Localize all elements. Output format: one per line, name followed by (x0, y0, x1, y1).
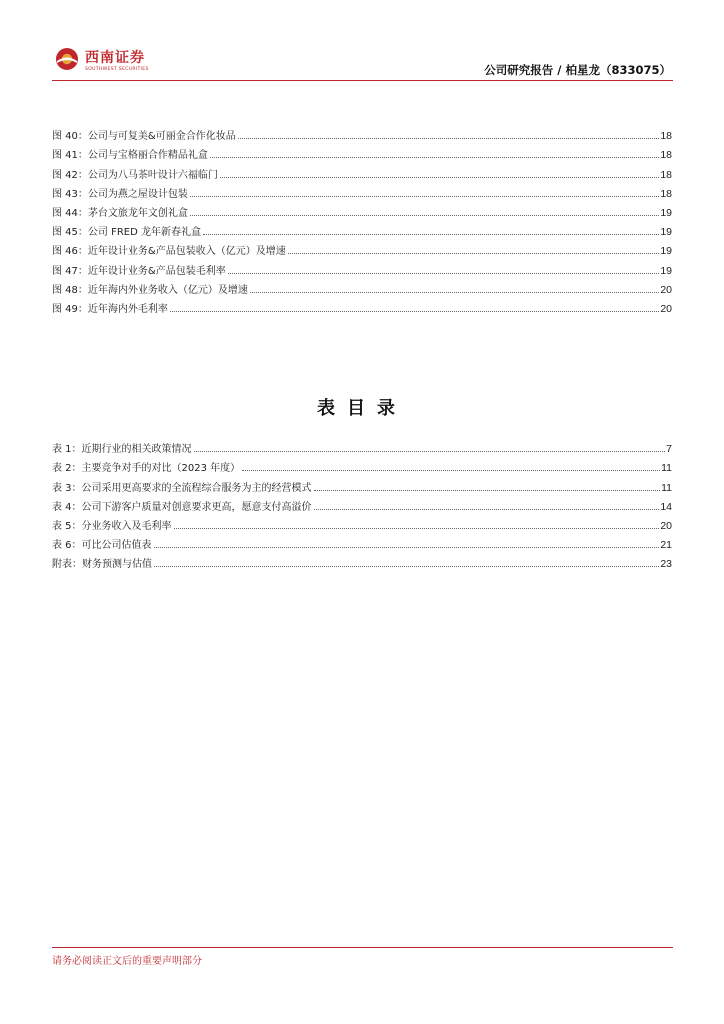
toc-entry-label: 表 3：公司采用更高要求的全流程综合服务为主的经营模式 (52, 482, 312, 494)
report-title: 公司研究报告 / 柏星龙（833075） (484, 63, 671, 77)
header-divider (52, 80, 673, 81)
toc-entry-label: 表 6：可比公司估值表 (52, 540, 152, 552)
toc-entry-label: 图 45：公司 FRED 龙年新春礼盒 (52, 227, 201, 239)
toc-entry[interactable] (52, 277, 672, 296)
dot-leader (288, 253, 660, 254)
toc-entry-page: 11 (661, 481, 672, 494)
toc-entry-label: 表 4：公司下游客户质量对创意要求更高，愿意支付高溢价 (52, 501, 312, 513)
dot-leader (314, 509, 660, 510)
logo-sun-icon (55, 47, 79, 71)
toc-entry[interactable] (52, 181, 672, 200)
toc-entry[interactable] (52, 455, 672, 474)
toc-entry-label: 表 1：近期行业的相关政策情况 (52, 444, 192, 456)
toc-entry-label: 图 42：公司为八马茶叶设计六福临门 (52, 169, 218, 181)
toc-entry-label: 图 40：公司与可复美&可丽金合作化妆品 (52, 131, 236, 143)
toc-entry-label: 表 5：分业务收入及毛利率 (52, 520, 172, 532)
toc-entry-label: 图 48：近年海内外业务收入（亿元）及增速 (52, 284, 248, 296)
logo-chinese-name: 西南证券 (85, 50, 145, 66)
toc-entry-label: 图 43：公司为燕之屋设计包装 (52, 188, 188, 200)
page-header (52, 40, 673, 82)
table-contents-heading: 表目录 (317, 398, 407, 419)
dot-leader (190, 215, 659, 216)
toc-entry[interactable] (52, 142, 672, 161)
dot-leader (203, 234, 659, 235)
toc-entry-page: 14 (660, 500, 672, 513)
toc-entry-page: 19 (660, 226, 672, 239)
toc-entry-page: 20 (660, 302, 672, 315)
dot-leader (194, 451, 666, 452)
dot-leader (242, 470, 660, 471)
dot-leader (250, 292, 659, 293)
dot-leader (210, 157, 659, 158)
toc-entry-page: 11 (661, 462, 672, 475)
dot-leader (220, 177, 659, 178)
table-contents-list (52, 436, 672, 570)
toc-entry-page: 20 (660, 283, 672, 296)
toc-entry[interactable] (52, 200, 672, 219)
toc-entry-page: 20 (660, 519, 672, 532)
toc-entry[interactable] (52, 513, 672, 532)
dot-leader (154, 566, 659, 567)
logo-english-name: SOUTHWEST SECURITIES (85, 67, 149, 72)
toc-entry[interactable] (52, 296, 672, 315)
toc-entry-page: 7 (666, 443, 672, 456)
toc-entry-page: 21 (660, 539, 672, 552)
footer-divider (52, 947, 673, 948)
toc-entry[interactable] (52, 551, 672, 570)
toc-entry-page: 18 (660, 187, 672, 200)
toc-entry[interactable] (52, 532, 672, 551)
toc-entry-page: 23 (660, 558, 672, 571)
toc-entry-label: 表 2：主要竞争对手的对比（2023 年度） (52, 463, 241, 475)
figure-contents-list (52, 123, 672, 315)
toc-entry-page: 19 (660, 264, 672, 277)
toc-entry-label: 图 41：公司与宝格丽合作精品礼盒 (52, 150, 208, 162)
toc-entry-label: 图 46：近年设计业务&产品包装收入（亿元）及增速 (52, 246, 286, 258)
dot-leader (238, 138, 660, 139)
dot-leader (228, 273, 660, 274)
toc-entry[interactable] (52, 494, 672, 513)
toc-entry-page: 18 (660, 149, 672, 162)
toc-entry-page: 18 (660, 130, 672, 143)
company-logo (52, 42, 162, 76)
toc-entry-label: 图 49：近年海内外毛利率 (52, 303, 168, 315)
toc-entry-label: 图 47：近年设计业务&产品包装毛利率 (52, 265, 226, 277)
dot-leader (154, 547, 660, 548)
toc-entry-label: 图 44：茅台文旅龙年文创礼盒 (52, 207, 188, 219)
toc-entry-page: 18 (660, 168, 672, 181)
toc-entry[interactable] (52, 474, 672, 493)
dot-leader (170, 311, 659, 312)
toc-entry[interactable] (52, 436, 672, 455)
toc-entry[interactable] (52, 238, 672, 257)
toc-entry[interactable] (52, 123, 672, 142)
dot-leader (174, 528, 660, 529)
dot-leader (190, 196, 659, 197)
toc-entry-page: 19 (660, 206, 672, 219)
toc-entry[interactable] (52, 219, 672, 238)
dot-leader (314, 490, 661, 491)
toc-entry-label: 附表：财务预测与估值 (52, 559, 152, 571)
toc-entry[interactable] (52, 257, 672, 276)
footer-disclaimer: 请务必阅读正文后的重要声明部分 (52, 956, 202, 967)
toc-entry[interactable] (52, 161, 672, 180)
toc-entry-page: 19 (660, 245, 672, 258)
